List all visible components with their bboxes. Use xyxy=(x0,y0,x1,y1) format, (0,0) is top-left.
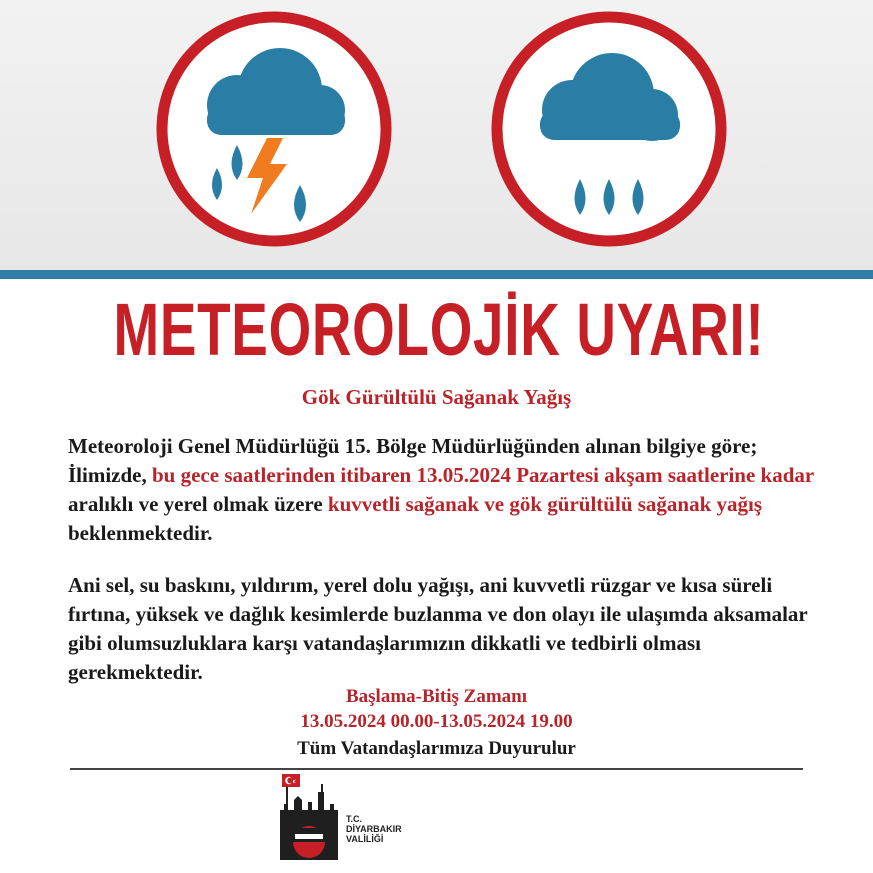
warning-paragraph xyxy=(68,432,818,548)
page-title: METEOROLOJİK UYARI! xyxy=(113,288,765,371)
header-band xyxy=(0,0,873,272)
governorship-logo-icon xyxy=(276,772,346,862)
highlight-event-text: kuvvetli sağanak ve gök gürültülü sağanak yağış xyxy=(327,492,763,516)
paragraph-text: Meteoroloji Genel Müdürlüğü 15. Bölge Müdürlüğünden alınan bilgiye göre; İlimizde, xyxy=(68,434,758,487)
logo-line-3: VALİLİĞİ xyxy=(346,834,384,844)
advice-paragraph: Ani sel, su baskını, yıldırım, yerel dolu yağışı, ani kuvvetli rüzgar ve kısa süreli fırtına, yüksek ve dağlık kesimlerde buzlanma ve don olayı ile ulaşımda aksamalar gibi olumsuzluklara karşı vatandaşlarımızın dikkatli ve tedbirli olması gerekmektedir. xyxy=(68,573,808,684)
logo-line-1: T.C. xyxy=(346,814,363,824)
thunderstorm-icon xyxy=(155,10,393,248)
announcement: Tüm Vatandaşlarımıza Duyurulur xyxy=(297,738,576,759)
paragraph-text: aralıklı ve yerel olmak üzere xyxy=(68,492,328,516)
rain-icon xyxy=(490,10,728,248)
paragraph-text: beklenmektedir. xyxy=(68,521,213,545)
divider-band xyxy=(0,270,873,279)
time-value: 13.05.2024 00.00-13.05.2024 19.00 xyxy=(300,711,573,732)
highlight-time-text: bu gece saatlerinden itibaren 13.05.2024 Pazartesi akşam saatlerine kadar xyxy=(152,463,814,487)
time-label: Başlama-Bitiş Zamanı xyxy=(345,686,528,707)
subtitle: Gök Gürültülü Sağanak Yağış xyxy=(301,385,572,409)
footer-divider xyxy=(70,768,803,770)
logo-text xyxy=(346,814,402,844)
logo-line-2: DİYARBAKIR xyxy=(346,824,402,834)
